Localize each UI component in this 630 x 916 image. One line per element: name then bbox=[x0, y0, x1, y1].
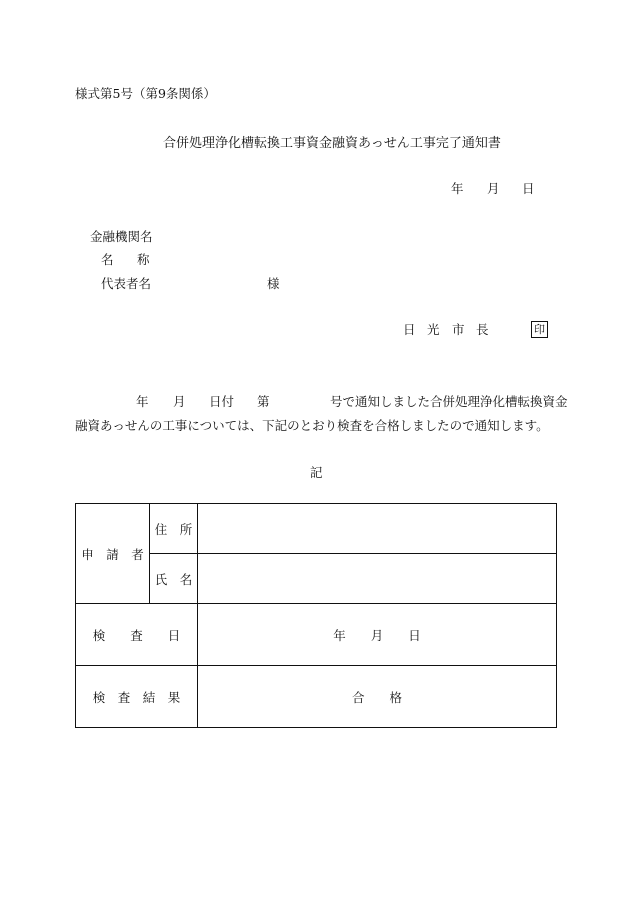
address-label: 住 所 bbox=[154, 521, 193, 537]
honorific-sama: 様 bbox=[267, 276, 280, 291]
seal-box: 印 bbox=[531, 321, 548, 338]
body-date-suffix: 日付 bbox=[209, 394, 235, 409]
inspection-date-label-cell bbox=[76, 604, 198, 666]
inspection-table bbox=[75, 503, 557, 728]
name-label: 氏 名 bbox=[154, 571, 193, 587]
body-year: 年 bbox=[136, 394, 149, 409]
address-value-cell[interactable] bbox=[198, 504, 557, 554]
inspection-date-value-cell[interactable] bbox=[198, 604, 557, 666]
inspection-result-value-cell[interactable] bbox=[198, 666, 557, 728]
body-line2: 融資あっせんの工事については、下記のとおり検査を合格しましたので通知します。 bbox=[75, 418, 549, 433]
date-year: 年 bbox=[451, 181, 464, 196]
name-label-cell bbox=[150, 554, 198, 604]
inspection-result-label-cell bbox=[76, 666, 198, 728]
date-month: 月 bbox=[487, 181, 500, 196]
address-label-cell bbox=[150, 504, 198, 554]
date-day: 日 bbox=[522, 181, 535, 196]
document-title: 合併処理浄化槽転換工事資金融資あっせん工事完了通知書 bbox=[163, 136, 501, 151]
body-line1-rest: 号で通知しました合併処理浄化槽転換資金 bbox=[330, 394, 568, 409]
form-number: 様式第5号（第9条関係） bbox=[75, 86, 216, 101]
inspection-result-value: 合 格 bbox=[351, 689, 402, 705]
representative-label: 代表者名 bbox=[101, 276, 152, 291]
applicant-label-cell bbox=[76, 504, 150, 604]
inspection-result-label: 検 査 結 果 bbox=[92, 689, 181, 705]
ki-heading: 記 bbox=[310, 465, 323, 480]
name-value-cell[interactable] bbox=[198, 554, 557, 604]
body-dai: 第 bbox=[257, 394, 270, 409]
sender-char-3: 市 bbox=[452, 322, 465, 337]
institution-label: 金融機関名 bbox=[90, 229, 153, 244]
applicant-label: 申 請 者 bbox=[81, 546, 144, 562]
body-month: 月 bbox=[173, 394, 186, 409]
inspection-date-label: 検 査 日 bbox=[92, 627, 181, 643]
inspection-date-value: 年 月 日 bbox=[333, 627, 421, 643]
sender-char-1: 日 bbox=[403, 322, 416, 337]
sender-char-2: 光 bbox=[427, 322, 440, 337]
name-label-char-2: 称 bbox=[137, 252, 150, 267]
sender-char-4: 長 bbox=[476, 322, 489, 337]
name-label-char-1: 名 bbox=[101, 252, 114, 267]
